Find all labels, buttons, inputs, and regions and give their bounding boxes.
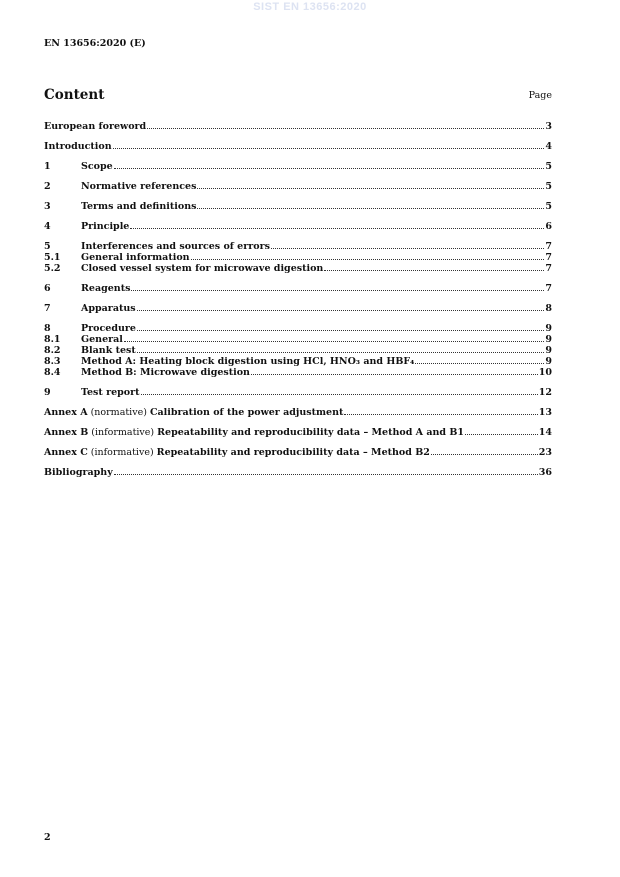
toc-entry-page: 7	[545, 241, 552, 252]
toc-entry-number: 6	[44, 283, 51, 294]
dot-leader	[124, 334, 544, 342]
toc-entry-number: 4	[44, 221, 51, 232]
toc-entry-page: 12	[538, 387, 552, 398]
toc-entry-label	[44, 447, 430, 458]
toc-entry-principle[interactable]	[44, 221, 552, 232]
toc-entry-number: 8.3	[44, 356, 61, 367]
annex-label: Annex A	[44, 407, 88, 418]
toc-entry-page: 14	[538, 427, 552, 438]
toc-entry-page: 23	[538, 447, 552, 458]
toc-entry-label: Bibliography	[44, 467, 113, 478]
dot-leader	[465, 427, 538, 435]
toc-entry-page: 4	[545, 141, 552, 152]
toc-entry-label: General	[81, 334, 123, 345]
toc-entry-number: 1	[44, 161, 51, 172]
dot-leader	[415, 356, 544, 364]
annex-label: Annex C	[44, 447, 88, 458]
toc-entry-label: General information	[81, 252, 190, 263]
toc-entry-label: Principle	[81, 221, 130, 232]
toc-entry-annex-b[interactable]	[44, 427, 552, 438]
toc-entry-label: Introduction	[44, 141, 112, 152]
toc-entry-page: 13	[538, 407, 552, 418]
document-identifier: EN 13656:2020 (E)	[44, 38, 146, 49]
toc-entry-closed-vessel[interactable]	[44, 263, 552, 274]
dot-leader	[114, 161, 545, 169]
toc-entry-number: 5.1	[44, 252, 61, 263]
toc-entry-blank-test[interactable]	[44, 345, 552, 356]
dot-leader	[431, 447, 538, 455]
toc-entry-page: 10	[538, 367, 552, 378]
toc-entry-interferences[interactable]	[44, 241, 552, 252]
toc-entry-page: 5	[545, 161, 552, 172]
toc-entry-label: Method A: Heating block digestion using HCl, HNO₃ and HBF₄	[81, 356, 415, 367]
toc-entry-label: Scope	[81, 161, 113, 172]
footer-page-number: 2	[44, 832, 51, 843]
toc-entry-number: 2	[44, 181, 51, 192]
dot-leader	[324, 263, 544, 271]
toc-entry-label: Method B: Microwave digestion	[81, 367, 250, 378]
toc-entry-procedure[interactable]	[44, 323, 552, 334]
toc-entry-label: Procedure	[81, 323, 136, 334]
toc-entry-number: 8.1	[44, 334, 61, 345]
toc-entry-terms-and-definitions[interactable]	[44, 201, 552, 212]
toc-entry-introduction[interactable]	[44, 141, 552, 152]
toc-entry-label: Terms and definitions	[81, 201, 197, 212]
toc-entry-method-a[interactable]	[44, 356, 552, 367]
page-column-label: Page	[528, 90, 552, 101]
toc-entry-test-report[interactable]	[44, 387, 552, 398]
toc-entry-page: 5	[545, 181, 552, 192]
toc-entry-number: 5	[44, 241, 51, 252]
dot-leader	[197, 201, 544, 209]
toc-entry-number: 9	[44, 387, 51, 398]
toc-entry-number: 7	[44, 303, 51, 314]
dot-leader	[251, 367, 538, 375]
dot-leader	[191, 252, 545, 260]
toc-entry-label	[44, 407, 343, 418]
toc-entry-page: 7	[545, 263, 552, 274]
toc-entry-method-b[interactable]	[44, 367, 552, 378]
toc-entry-page: 7	[545, 283, 552, 294]
toc-entry-label: Normative references	[81, 181, 197, 192]
toc-entry-label: Reagents	[81, 283, 131, 294]
dot-leader	[344, 407, 537, 415]
toc-entry-european-foreword[interactable]	[44, 121, 552, 132]
toc-entry-page: 6	[545, 221, 552, 232]
toc-entry-bibliography[interactable]	[44, 467, 552, 478]
toc-entry-label	[44, 427, 464, 438]
annex-label: Annex B	[44, 427, 89, 438]
toc-heading-row	[44, 87, 552, 105]
toc-entry-label: Closed vessel system for microwave digestion	[81, 263, 324, 274]
dot-leader	[137, 323, 544, 331]
dot-leader	[130, 221, 544, 229]
toc-entry-scope[interactable]	[44, 161, 552, 172]
dot-leader	[197, 181, 544, 189]
toc-entry-number: 8.4	[44, 367, 61, 378]
toc-title: Content	[44, 87, 105, 103]
dot-leader	[137, 303, 545, 311]
toc-entry-annex-a[interactable]	[44, 407, 552, 418]
toc-entry-page: 5	[545, 201, 552, 212]
annex-title: Repeatability and reproducibility data – Method B2	[156, 447, 430, 458]
toc-entry-label: European foreword	[44, 121, 147, 132]
annex-title: Repeatability and reproducibility data – Method A and B1	[157, 427, 465, 438]
toc-entry-label: Blank test	[81, 345, 136, 356]
toc-entry-normative-references[interactable]	[44, 181, 552, 192]
annex-type: (informative)	[87, 447, 157, 458]
toc-entry-number: 5.2	[44, 263, 61, 274]
annex-type: (normative)	[87, 407, 150, 418]
watermark: SIST EN 13656:2020	[253, 1, 367, 13]
toc-entry-page: 9	[545, 323, 552, 334]
dot-leader	[147, 121, 544, 129]
toc-entry-number: 8.2	[44, 345, 61, 356]
table-of-contents	[44, 121, 552, 478]
annex-title: Calibration of the power adjustment	[149, 407, 344, 418]
toc-entry-apparatus[interactable]	[44, 303, 552, 314]
toc-entry-label: Interferences and sources of errors	[81, 241, 270, 252]
dot-leader	[131, 283, 544, 291]
toc-entry-number: 8	[44, 323, 51, 334]
toc-entry-page: 3	[545, 121, 552, 132]
annex-type: (informative)	[88, 427, 158, 438]
dot-leader	[113, 141, 545, 149]
toc-entry-page: 9	[545, 356, 552, 367]
toc-entry-number: 3	[44, 201, 51, 212]
toc-entry-page: 36	[538, 467, 552, 478]
toc-entry-general-information[interactable]	[44, 252, 552, 263]
toc-entry-general[interactable]	[44, 334, 552, 345]
dot-leader	[114, 467, 538, 475]
toc-entry-label: Apparatus	[81, 303, 136, 314]
dot-leader	[271, 241, 544, 249]
dot-leader	[141, 387, 538, 395]
toc-entry-page: 8	[545, 303, 552, 314]
toc-entry-reagents[interactable]	[44, 283, 552, 294]
toc-entry-annex-c[interactable]	[44, 447, 552, 458]
dot-leader	[137, 345, 545, 353]
toc-entry-page: 9	[545, 334, 552, 345]
toc-entry-page: 7	[545, 252, 552, 263]
toc-entry-label: Test report	[81, 387, 140, 398]
toc-entry-page: 9	[545, 345, 552, 356]
